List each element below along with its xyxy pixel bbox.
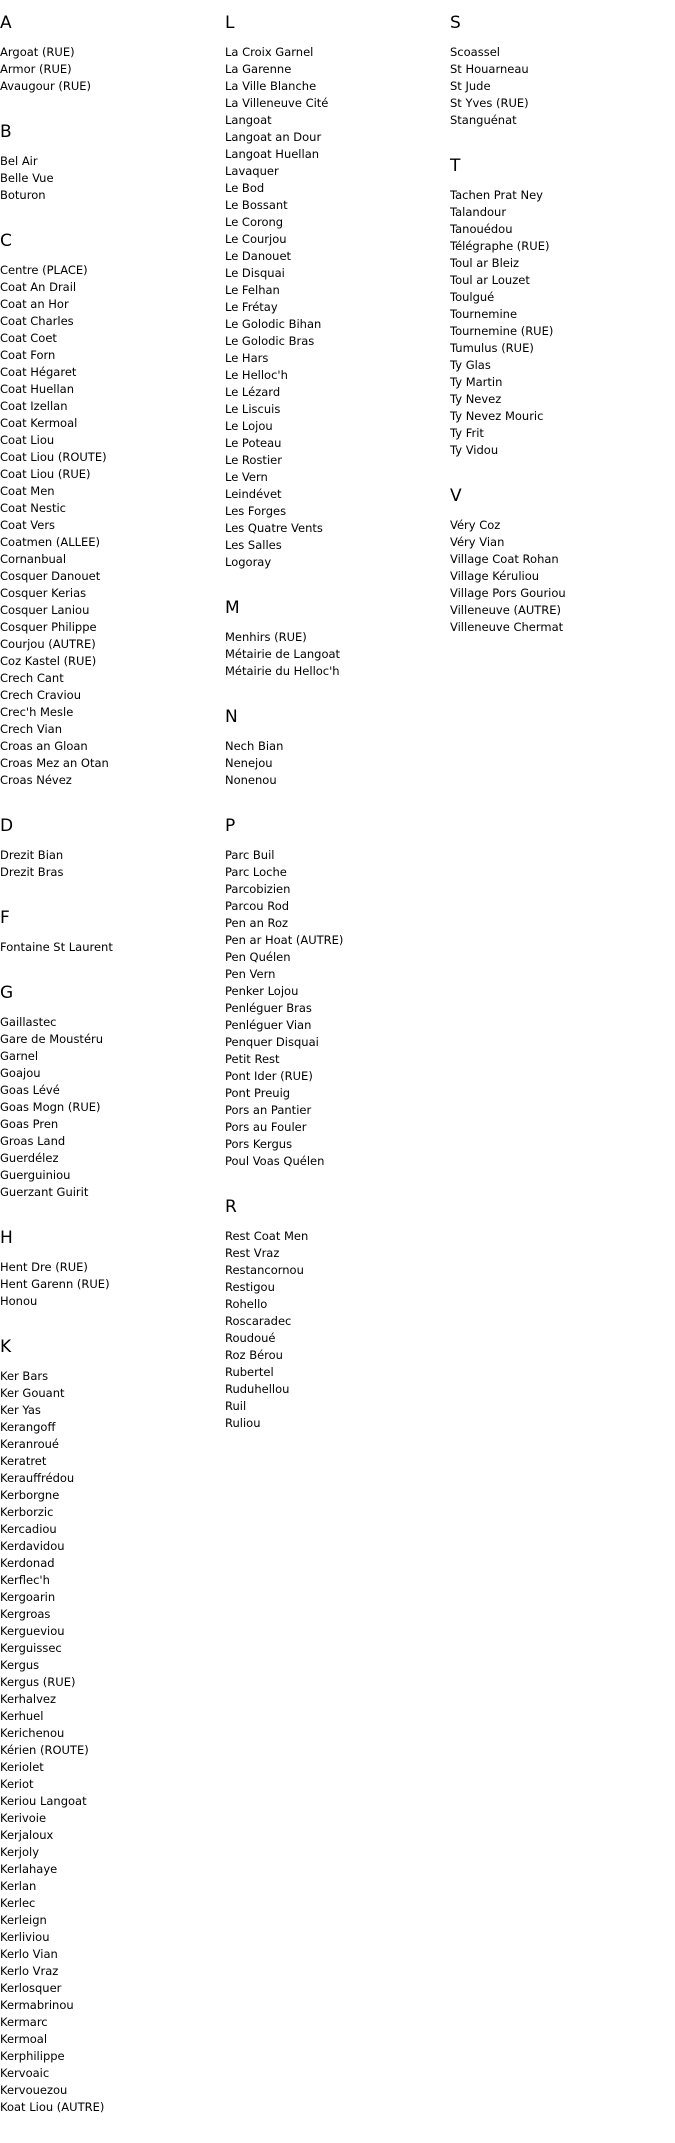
street-link[interactable]: Pors au Fouler (225, 1120, 307, 1134)
street-link[interactable]: Keriot (0, 1777, 34, 1791)
street-link[interactable]: Véry Coz (450, 518, 501, 532)
street-link[interactable]: Cosquer Danouet (0, 569, 101, 583)
letter-heading: T (450, 156, 461, 176)
street-link[interactable]: Crec'h Mesle (0, 705, 74, 719)
street-link[interactable]: Penker Lojou (225, 984, 299, 998)
street-link[interactable]: Tanouédou (450, 222, 513, 236)
street-link[interactable]: Fontaine St Laurent (0, 940, 113, 954)
street-link[interactable]: Kerichenou (0, 1726, 65, 1740)
letter-heading: C (0, 231, 12, 251)
street-list (450, 187, 670, 459)
street-link[interactable]: Langoat (225, 113, 272, 127)
street-link[interactable]: Villeneuve (AUTRE) (450, 603, 562, 617)
street-link[interactable]: Ruil (225, 1399, 247, 1413)
street-link[interactable]: Pors Kergus (225, 1137, 293, 1151)
street-link[interactable]: Coat Nestic (0, 501, 66, 515)
street-link[interactable]: St Houarneau (450, 62, 529, 76)
street-link[interactable]: Coat Hégaret (0, 365, 77, 379)
street-link[interactable]: Bel Air (0, 154, 38, 168)
street-link[interactable]: Coat Huellan (0, 382, 75, 396)
street-link[interactable]: Parc Buil (225, 848, 275, 862)
letter-heading: S (450, 13, 461, 33)
street-link[interactable]: Kerivoie (0, 1811, 47, 1825)
street-link[interactable]: Le Danouet (225, 249, 292, 263)
street-link[interactable]: Kerauffrédou (0, 1471, 75, 1485)
street-link[interactable]: Kergoarin (0, 1590, 56, 1604)
letter-heading: K (0, 1337, 12, 1357)
letter-heading: P (225, 816, 236, 836)
street-link[interactable]: St Jude (450, 79, 491, 93)
street-link[interactable]: Le Liscuis (225, 402, 281, 416)
street-list (0, 1014, 220, 1201)
street-link[interactable]: Parc Loche (225, 865, 287, 879)
street-link[interactable]: Rohello (225, 1297, 268, 1311)
letter-section-h (0, 1228, 220, 1310)
street-link[interactable]: Pont Preuig (225, 1086, 291, 1100)
street-link[interactable]: Kerjaloux (0, 1828, 54, 1842)
street-link[interactable]: Ty Martin (450, 375, 503, 389)
street-list (225, 44, 445, 571)
letter-heading: M (225, 598, 240, 618)
street-link[interactable]: Tumulus (RUE) (450, 341, 534, 355)
letter-section-k (0, 1337, 220, 2116)
street-link[interactable]: Crech Cant (0, 671, 64, 685)
street-link[interactable]: Kerhuel (0, 1709, 44, 1723)
street-link[interactable]: Village Pors Gouriou (450, 586, 566, 600)
street-link[interactable]: Nenejou (225, 756, 273, 770)
street-link[interactable]: Langoat an Dour (225, 130, 322, 144)
street-link[interactable]: Parcou Rod (225, 899, 290, 913)
street-link[interactable]: Rubertel (225, 1365, 274, 1379)
street-link[interactable]: Ty Nevez (450, 392, 502, 406)
street-link[interactable]: Métairie du Helloc'h (225, 664, 340, 678)
street-link[interactable]: Coat Coet (0, 331, 57, 345)
street-link[interactable]: Parcobizien (225, 882, 291, 896)
street-link[interactable]: Roz Bérou (225, 1348, 283, 1362)
street-link[interactable]: Kervouezou (0, 2083, 68, 2097)
street-link[interactable]: Les Salles (225, 538, 282, 552)
street-list (0, 262, 220, 789)
street-link[interactable]: Kerlo Vraz (0, 1964, 59, 1978)
street-link[interactable]: Coat Liou (RUE) (0, 467, 91, 481)
letter-heading: H (0, 1228, 13, 1248)
street-link[interactable]: Kerleign (0, 1913, 47, 1927)
street-link[interactable]: Kergus (RUE) (0, 1675, 76, 1689)
letter-section-v (450, 486, 670, 636)
street-link[interactable]: La Garenne (225, 62, 292, 76)
street-link[interactable]: Le Helloc'h (225, 368, 288, 382)
street-link[interactable]: Gare de Moustéru (0, 1032, 104, 1046)
street-link[interactable]: Le Courjou (225, 232, 287, 246)
street-link[interactable]: Coat Liou (ROUTE) (0, 450, 107, 464)
street-link[interactable]: Kérien (ROUTE) (0, 1743, 89, 1757)
street-link[interactable]: Goas Mogn (RUE) (0, 1100, 101, 1114)
street-link[interactable]: Le Lézard (225, 385, 281, 399)
street-link[interactable]: Penquer Disquai (225, 1035, 319, 1049)
street-link[interactable]: Kercadiou (0, 1522, 57, 1536)
street-link[interactable]: Kermabrinou (0, 1998, 74, 2012)
street-link[interactable]: Nech Bian (225, 739, 284, 753)
street-link[interactable]: Stanguénat (450, 113, 517, 127)
street-link[interactable]: Avaugour (RUE) (0, 79, 91, 93)
street-link[interactable]: Kerborgne (0, 1488, 60, 1502)
street-link[interactable]: Petit Rest (225, 1052, 280, 1066)
street-link[interactable]: Argoat (RUE) (0, 45, 75, 59)
street-link[interactable]: Goas Lévé (0, 1083, 60, 1097)
street-index-column-1 (0, 13, 220, 2143)
street-link[interactable]: Rest Coat Men (225, 1229, 309, 1243)
street-link[interactable]: Kerliviou (0, 1930, 50, 1944)
street-list (450, 44, 670, 129)
street-link[interactable]: Goajou (0, 1066, 41, 1080)
street-index-column-2 (225, 13, 445, 1459)
street-link[interactable]: Kermarc (0, 2015, 48, 2029)
street-link[interactable]: Pen Vern (225, 967, 276, 981)
street-link[interactable]: Coatmen (ALLEE) (0, 535, 101, 549)
street-link[interactable]: Toul ar Bleiz (450, 256, 520, 270)
street-link[interactable]: Kergroas (0, 1607, 51, 1621)
street-link[interactable]: Kervoaic (0, 2066, 50, 2080)
street-link[interactable]: La Ville Blanche (225, 79, 317, 93)
letter-heading: G (0, 983, 14, 1003)
street-link[interactable]: Keriou Langoat (0, 1794, 87, 1808)
street-link[interactable]: Poul Voas Quélen (225, 1154, 325, 1168)
street-link[interactable]: Kerflec'h (0, 1573, 50, 1587)
street-list (0, 939, 220, 956)
letter-heading: L (225, 13, 235, 33)
letter-section-p (225, 816, 445, 1170)
street-link[interactable]: Kerlosquer (0, 1981, 62, 1995)
street-link[interactable]: Ker Yas (0, 1403, 41, 1417)
street-link[interactable]: Scoassel (450, 45, 500, 59)
street-list (225, 629, 445, 680)
street-link[interactable]: Kerlo Vian (0, 1947, 58, 1961)
street-link[interactable]: Koat Liou (AUTRE) (0, 2100, 105, 2114)
street-link[interactable]: Le Vern (225, 470, 268, 484)
street-link[interactable]: Ty Nevez Mouric (450, 409, 544, 423)
street-link[interactable]: Ty Vidou (450, 443, 499, 457)
street-link[interactable]: Crech Vian (0, 722, 62, 736)
street-link[interactable]: Hent Dre (RUE) (0, 1260, 88, 1274)
street-link[interactable]: Kerguissec (0, 1641, 62, 1655)
street-link[interactable]: Les Forges (225, 504, 287, 518)
street-link[interactable]: Ty Frit (450, 426, 484, 440)
street-link[interactable]: Kerlahaye (0, 1862, 58, 1876)
street-link[interactable]: Talandour (450, 205, 507, 219)
street-link[interactable]: Courjou (AUTRE) (0, 637, 96, 651)
street-link[interactable]: Garnel (0, 1049, 39, 1063)
street-list (0, 847, 220, 881)
letter-heading: B (0, 122, 12, 142)
street-link[interactable]: Boturon (0, 188, 46, 202)
street-link[interactable]: Ker Gouant (0, 1386, 65, 1400)
street-link[interactable]: Pen an Roz (225, 916, 289, 930)
street-list (0, 1368, 220, 2116)
letter-section-b (0, 122, 220, 204)
street-link[interactable]: Tournemine (RUE) (450, 324, 554, 338)
street-link[interactable]: Groas Land (0, 1134, 66, 1148)
street-link[interactable]: Toulgué (450, 290, 495, 304)
street-link[interactable]: Cornanbual (0, 552, 67, 566)
street-link[interactable]: Croas Névez (0, 773, 72, 787)
street-link[interactable]: Kergus (0, 1658, 40, 1672)
street-link[interactable]: Coz Kastel (RUE) (0, 654, 97, 668)
street-link[interactable]: Cosquer Kerias (0, 586, 87, 600)
street-link[interactable]: Village Coat Rohan (450, 552, 559, 566)
street-link[interactable]: La Villeneuve Cité (225, 96, 329, 110)
street-link[interactable]: Le Lojou (225, 419, 273, 433)
street-link[interactable]: Guerguiniou (0, 1168, 71, 1182)
street-link[interactable]: Kerlec (0, 1896, 36, 1910)
street-link[interactable]: Village Kéruliou (450, 569, 540, 583)
street-link[interactable]: Villeneuve Chermat (450, 620, 564, 634)
street-link[interactable]: Pen Quélen (225, 950, 291, 964)
street-link[interactable]: Coat Men (0, 484, 55, 498)
street-link[interactable]: Le Corong (225, 215, 284, 229)
letter-section-t (450, 156, 670, 459)
street-link[interactable]: Coat Charles (0, 314, 74, 328)
street-link[interactable]: Pors an Pantier (225, 1103, 312, 1117)
letter-section-f (0, 908, 220, 956)
street-list (0, 1259, 220, 1310)
letter-heading: D (0, 816, 14, 836)
street-link[interactable]: Menhirs (RUE) (225, 630, 307, 644)
street-link[interactable]: Véry Vian (450, 535, 505, 549)
street-link[interactable]: Croas Mez an Otan (0, 756, 109, 770)
letter-heading: V (450, 486, 462, 506)
street-link[interactable]: Croas an Gloan (0, 739, 88, 753)
street-link[interactable]: Le Golodic Bras (225, 334, 315, 348)
street-link[interactable]: Kerhalvez (0, 1692, 57, 1706)
letter-section-n (225, 707, 445, 789)
street-index-column-3 (450, 13, 670, 663)
street-link[interactable]: Gaillastec (0, 1015, 57, 1029)
street-link[interactable]: Le Bossant (225, 198, 288, 212)
street-list (450, 517, 670, 636)
street-link[interactable]: Keranroué (0, 1437, 59, 1451)
street-link[interactable]: Coat Liou (0, 433, 55, 447)
street-link[interactable]: Restigou (225, 1280, 275, 1294)
street-link[interactable]: Nonenou (225, 773, 277, 787)
street-link[interactable]: Kerborzic (0, 1505, 54, 1519)
street-list (225, 1228, 445, 1432)
street-link[interactable]: Kerjoly (0, 1845, 40, 1859)
letter-section-d (0, 816, 220, 881)
street-link[interactable]: Ruliou (225, 1416, 261, 1430)
street-list (225, 738, 445, 789)
street-link[interactable]: Le Poteau (225, 436, 282, 450)
street-link[interactable]: Pen ar Hoat (AUTRE) (225, 933, 344, 947)
street-link[interactable]: Kerangoff (0, 1420, 56, 1434)
letter-section-a (0, 13, 220, 95)
street-link[interactable]: Goas Pren (0, 1117, 59, 1131)
street-link[interactable]: Penléguer Bras (225, 1001, 312, 1015)
street-link[interactable]: Kerlan (0, 1879, 37, 1893)
street-link[interactable]: Ty Glas (450, 358, 491, 372)
street-link[interactable]: Keratret (0, 1454, 47, 1468)
letter-section-s (450, 13, 670, 129)
street-link[interactable]: Lavaquer (225, 164, 279, 178)
street-link[interactable]: Drezit Bras (0, 865, 64, 879)
street-link[interactable]: Ker Bars (0, 1369, 49, 1383)
street-link[interactable]: Ruduhellou (225, 1382, 290, 1396)
letter-heading: A (0, 13, 12, 33)
street-list (225, 847, 445, 1170)
street-link[interactable]: Kermoal (0, 2032, 48, 2046)
street-list (0, 153, 220, 204)
letter-section-l (225, 13, 445, 571)
street-link[interactable]: Kerphilippe (0, 2049, 65, 2063)
street-link[interactable]: Guerdélez (0, 1151, 59, 1165)
street-link[interactable]: Le Rostier (225, 453, 282, 467)
street-link[interactable]: Keriolet (0, 1760, 44, 1774)
letter-section-c (0, 231, 220, 789)
street-link[interactable]: Le Golodic Bihan (225, 317, 322, 331)
street-link[interactable]: La Croix Garnel (225, 45, 314, 59)
street-link[interactable]: Coat Forn (0, 348, 56, 362)
letter-heading: F (0, 908, 10, 928)
letter-section-g (0, 983, 220, 1201)
street-link[interactable]: Les Quatre Vents (225, 521, 323, 535)
street-link[interactable]: Cosquer Philippe (0, 620, 97, 634)
street-link[interactable]: Kerdonad (0, 1556, 55, 1570)
street-link[interactable]: Logoray (225, 555, 272, 569)
letter-section-r (225, 1197, 445, 1432)
street-list (0, 44, 220, 95)
street-link[interactable]: Le Felhan (225, 283, 280, 297)
street-link[interactable]: Tachen Prat Ney (450, 188, 543, 202)
street-link[interactable]: Crech Craviou (0, 688, 81, 702)
street-link[interactable]: Kerdavidou (0, 1539, 65, 1553)
street-link[interactable]: St Yves (RUE) (450, 96, 529, 110)
street-link[interactable]: Tournemine (450, 307, 518, 321)
street-link[interactable]: Hent Garenn (RUE) (0, 1277, 110, 1291)
street-link[interactable]: Roscaradec (225, 1314, 292, 1328)
street-link[interactable]: Drezit Bian (0, 848, 64, 862)
street-link[interactable]: Roudoué (225, 1331, 276, 1345)
street-link[interactable]: Le Hars (225, 351, 269, 365)
street-link[interactable]: Belle Vue (0, 171, 54, 185)
street-link[interactable]: Coat An Drail (0, 280, 77, 294)
street-link[interactable]: Penléguer Vian (225, 1018, 312, 1032)
street-link[interactable]: Le Bod (225, 181, 265, 195)
street-link[interactable]: Kergueviou (0, 1624, 65, 1638)
street-link[interactable]: Le Frétay (225, 300, 278, 314)
street-link[interactable]: Centre (PLACE) (0, 263, 88, 277)
street-link[interactable]: Coat Vers (0, 518, 56, 532)
street-link[interactable]: Le Disquai (225, 266, 285, 280)
street-link[interactable]: Restancornou (225, 1263, 304, 1277)
street-link[interactable]: Leindévet (225, 487, 282, 501)
letter-heading: N (225, 707, 238, 727)
street-link[interactable]: Coat an Hor (0, 297, 69, 311)
street-link[interactable]: Cosquer Laniou (0, 603, 90, 617)
street-link[interactable]: Coat Kermoal (0, 416, 78, 430)
street-link[interactable]: Télégraphe (RUE) (450, 239, 550, 253)
street-link[interactable]: Coat Izellan (0, 399, 68, 413)
letter-heading: R (225, 1197, 237, 1217)
street-link[interactable]: Toul ar Louzet (450, 273, 530, 287)
street-link[interactable]: Métairie de Langoat (225, 647, 341, 661)
street-link[interactable]: Langoat Huellan (225, 147, 320, 161)
letter-section-m (225, 598, 445, 680)
street-link[interactable]: Rest Vraz (225, 1246, 280, 1260)
street-link[interactable]: Guerzant Guirit (0, 1185, 89, 1199)
street-link[interactable]: Pont Ider (RUE) (225, 1069, 313, 1083)
street-link[interactable]: Armor (RUE) (0, 62, 72, 76)
street-link[interactable]: Honou (0, 1294, 38, 1308)
